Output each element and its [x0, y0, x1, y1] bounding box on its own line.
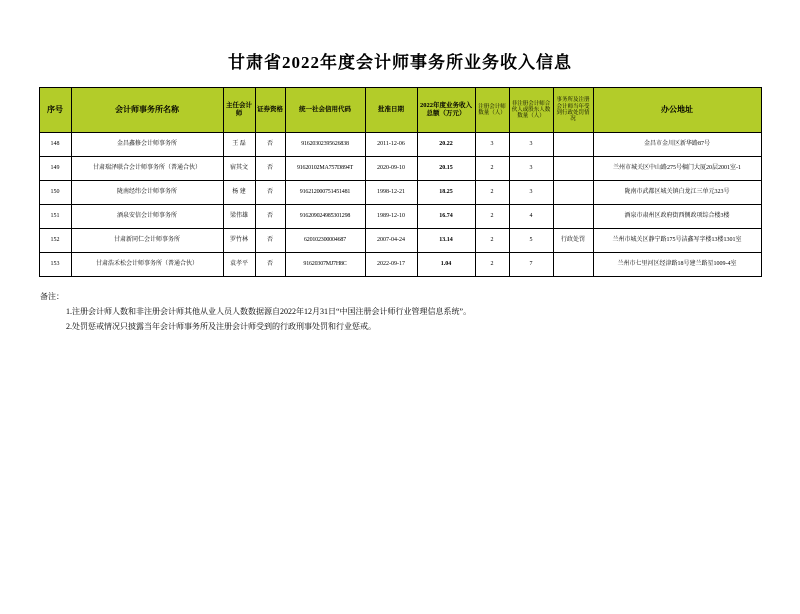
cell-partner-count: 5 [509, 229, 553, 253]
table-row [39, 181, 761, 205]
col-header-penalty-record: 事务所及注册会计师当年受到行政处罚情况 [553, 88, 593, 133]
cell-credit-code: 91620307MJ7H8C [285, 253, 365, 277]
col-header-seq: 序号 [39, 88, 71, 133]
notes-label: 备注： [40, 292, 64, 301]
table-row [39, 229, 761, 253]
col-header-cpa-count: 注册会计师数量（人） [475, 88, 509, 133]
cell-revenue-2022: 13.14 [417, 229, 475, 253]
cell-credit-code: 620102300004687 [285, 229, 365, 253]
cell-approval-date: 2020-09-10 [365, 157, 417, 181]
cell-office-address: 陇南市武都区城关镇白龙江三单元323号 [593, 181, 761, 205]
cell-chief-accountant: 梁伟雄 [223, 205, 255, 229]
cell-credit-code: 91620302395626838 [285, 133, 365, 157]
cell-firm-name: 酒泉安信会计师事务所 [71, 205, 223, 229]
cell-revenue-2022: 18.25 [417, 181, 475, 205]
cell-cpa-count: 2 [475, 253, 509, 277]
col-header-approval-date: 批准日期 [365, 88, 417, 133]
table-row [39, 133, 761, 157]
note-item-1: 1.注册会计师人数和非注册会计师其他从业人员人数数据源自2022年12月31日“中国注册会计师行业管理信息系统”。 [66, 307, 472, 317]
cell-partner-count: 3 [509, 181, 553, 205]
cell-credit-code: 916209024985301298 [285, 205, 365, 229]
col-header-office-address: 办公地址 [593, 88, 761, 133]
cell-firm-name: 甘肃新同仁会计师事务所 [71, 229, 223, 253]
table-row [39, 253, 761, 277]
col-header-credit-code: 统一社会信用代码 [285, 88, 365, 133]
cell-securities-qualification: 否 [255, 229, 285, 253]
cell-securities-qualification: 否 [255, 253, 285, 277]
firm-revenue-table [39, 87, 762, 277]
cell-securities-qualification: 否 [255, 181, 285, 205]
cell-approval-date: 1989-12-10 [365, 205, 417, 229]
col-header-revenue-2022: 2022年度业务收入总额（万元） [417, 88, 475, 133]
cell-firm-name: 金昌鑫修会计师事务所 [71, 133, 223, 157]
cell-revenue-2022: 16.74 [417, 205, 475, 229]
cell-partner-count: 3 [509, 157, 553, 181]
cell-penalty-record [553, 253, 593, 277]
cell-cpa-count: 2 [475, 205, 509, 229]
cell-partner-count: 4 [509, 205, 553, 229]
cell-partner-count: 3 [509, 133, 553, 157]
col-header-partner-count: 非注册会计师合伙人或股东人数数量（人） [509, 88, 553, 133]
cell-approval-date: 2011-12-06 [365, 133, 417, 157]
cell-office-address: 金昌市金川区新华路87号 [593, 133, 761, 157]
cell-cpa-count: 3 [475, 133, 509, 157]
cell-firm-name: 陇南经纬会计师事务所 [71, 181, 223, 205]
notes-section [38, 289, 762, 335]
cell-seq: 149 [39, 157, 71, 181]
cell-approval-date: 2007-04-24 [365, 229, 417, 253]
cell-firm-name: 甘肃浩禾松会计师事务所（普通合伙） [71, 253, 223, 277]
col-header-firm-name: 会计师事务所名称 [71, 88, 223, 133]
cell-office-address: 兰州市七里河区经津路18号建兰路星1009-4室 [593, 253, 761, 277]
cell-chief-accountant: 杨 建 [223, 181, 255, 205]
table-body [39, 133, 761, 277]
page-title: 甘肃省2022年度会计师事务所业务收入信息 [228, 53, 572, 72]
cell-penalty-record [553, 205, 593, 229]
cell-securities-qualification: 否 [255, 133, 285, 157]
cell-credit-code: 916212000751451481 [285, 181, 365, 205]
cell-revenue-2022: 20.22 [417, 133, 475, 157]
table-row [39, 157, 761, 181]
cell-cpa-count: 2 [475, 181, 509, 205]
table-row [39, 205, 761, 229]
cell-office-address: 酒泉市肃州区政府街西侧政项综合楼3楼 [593, 205, 761, 229]
cell-penalty-record [553, 181, 593, 205]
cell-cpa-count: 2 [475, 229, 509, 253]
col-header-securities-qualification: 证券资格 [255, 88, 285, 133]
cell-approval-date: 1998-12-21 [365, 181, 417, 205]
cell-securities-qualification: 否 [255, 157, 285, 181]
cell-chief-accountant: 罗竹林 [223, 229, 255, 253]
cell-approval-date: 2022-09-17 [365, 253, 417, 277]
cell-office-address: 兰州市城关区静宁路175号洁鑫写字楼13楼1301室 [593, 229, 761, 253]
cell-partner-count: 7 [509, 253, 553, 277]
cell-cpa-count: 2 [475, 157, 509, 181]
cell-seq: 148 [39, 133, 71, 157]
cell-penalty-record [553, 157, 593, 181]
cell-credit-code: 91620102MA757D894T [285, 157, 365, 181]
cell-seq: 152 [39, 229, 71, 253]
cell-chief-accountant: 宿其文 [223, 157, 255, 181]
note-item-2: 2.处罚惩戒情况只披露当年会计师事务所及注册会计师受到的行政刑事处罚和行业惩戒。 [66, 322, 376, 332]
document-page [0, 48, 800, 614]
cell-revenue-2022: 20.15 [417, 157, 475, 181]
table-header-row [39, 88, 761, 133]
col-header-chief-accountant: 主任会计师 [223, 88, 255, 133]
cell-securities-qualification: 否 [255, 205, 285, 229]
cell-office-address: 兰州市城关区中山路275号榈门大厦20层2001室-1 [593, 157, 761, 181]
cell-chief-accountant: 袁孝平 [223, 253, 255, 277]
cell-penalty-record [553, 133, 593, 157]
cell-seq: 150 [39, 181, 71, 205]
cell-penalty-record: 行政处罚 [553, 229, 593, 253]
cell-seq: 151 [39, 205, 71, 229]
cell-revenue-2022: 1.04 [417, 253, 475, 277]
cell-firm-name: 甘肃瑞泽联合会计师事务所（普通合伙） [71, 157, 223, 181]
cell-chief-accountant: 王 磊 [223, 133, 255, 157]
cell-seq: 153 [39, 253, 71, 277]
